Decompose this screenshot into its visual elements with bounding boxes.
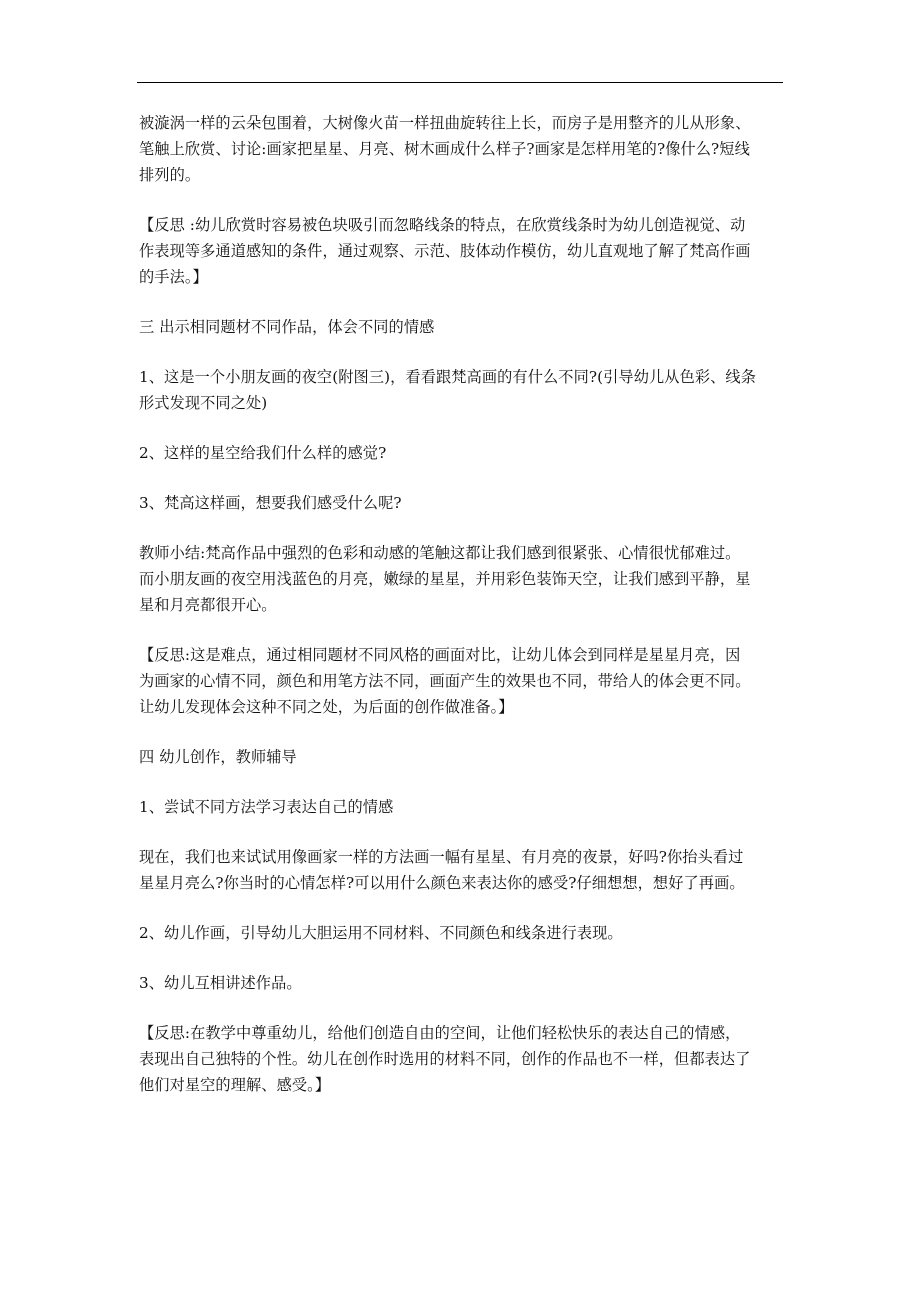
list-item-4-3 <box>139 970 791 996</box>
text-line: 【反思:在教学中尊重幼儿，给他们创造自由的空间，让他们轻松快乐的表达自己的情感， <box>139 1024 741 1042</box>
text-line: 的手法。】 <box>139 268 208 286</box>
text-line: 作表现等多通道感知的条件，通过观察、示范、肢体动作模仿，幼儿直观地了解了梵高作画 <box>139 242 751 260</box>
paragraph-reflection-2 <box>139 642 791 720</box>
text-line: 1、尝试不同方法学习表达自己的情感 <box>139 798 394 816</box>
text-line: 被漩涡一样的云朵包围着，大树像火苗一样扭曲旋转往上长，而房子是用整齐的儿从形象、 <box>139 114 751 132</box>
list-item-4-2 <box>139 920 791 946</box>
list-item-3-2 <box>139 440 791 466</box>
text-line: 3、幼儿互相讲述作品。 <box>139 974 302 992</box>
text-line: 让幼儿发现体会这种不同之处，为后面的创作做准备。】 <box>139 698 514 716</box>
text-line: 四 幼儿创作，教师辅导 <box>139 748 297 766</box>
text-line: 1、这是一个小朋友画的夜空(附图三)，看看跟梵高画的有什么不同?(引导幼儿从色彩、线条 <box>139 368 757 386</box>
text-line: 【反思:这是难点，通过相同题材不同风格的画面对比，让幼儿体会到同样是星星月亮，因 <box>139 646 741 664</box>
paragraph-reflection-3 <box>139 1020 791 1098</box>
header-rule <box>137 82 783 83</box>
text-line: 教师小结:梵高作品中强烈的色彩和动感的笔触这都让我们感到很紧张、心情很忧郁难过。 <box>139 544 741 562</box>
text-line: 表现出自己独特的个性。幼儿在创作时选用的材料不同，创作的作品也不一样，但都表达了 <box>139 1050 751 1068</box>
text-line: 星星月亮么?你当时的心情怎样?可以用什么颜色来表达你的感受?仔细想想，想好了再画。 <box>139 874 745 892</box>
paragraph-continued-appreciation <box>139 110 791 188</box>
list-item-4-1 <box>139 794 791 820</box>
text-line: 形式发现不同之处) <box>139 394 268 412</box>
document-body <box>139 110 791 1122</box>
section-heading-3 <box>139 314 791 340</box>
list-item-3-3 <box>139 490 791 516</box>
text-line: 【反思 :幼儿欣赏时容易被色块吸引而忽略线条的特点，在欣赏线条时为幼儿创造视觉、动 <box>139 216 746 234</box>
text-line: 2、这样的星空给我们什么样的感觉? <box>139 444 387 462</box>
paragraph-teacher-summary <box>139 540 791 618</box>
text-line: 他们对星空的理解、感受。】 <box>139 1076 331 1094</box>
text-line: 为画家的心情不同，颜色和用笔方法不同，画面产生的效果也不同，带给人的体会更不同。 <box>139 672 751 690</box>
text-line: 三 出示相同题材不同作品，体会不同的情感 <box>139 318 435 336</box>
section-heading-4 <box>139 744 791 770</box>
text-line: 星和月亮都很开心。 <box>139 596 277 614</box>
list-item-3-1 <box>139 364 791 416</box>
text-line: 3、梵高这样画，想要我们感受什么呢? <box>139 494 402 512</box>
text-line: 而小朋友画的夜空用浅蓝色的月亮，嫩绿的星星，并用彩色装饰天空，让我们感到平静，星 <box>139 570 751 588</box>
text-line: 排列的。 <box>139 166 201 184</box>
paragraph-reflection-1 <box>139 212 791 290</box>
text-line: 现在，我们也来试试用像画家一样的方法画一幅有星星、有月亮的夜景，好吗?你抬头看过 <box>139 848 744 866</box>
text-line: 笔触上欣赏、讨论:画家把星星、月亮、树木画成什么样子?画家是怎样用笔的?像什么?短线 <box>139 140 750 158</box>
text-line: 2、幼儿作画，引导幼儿大胆运用不同材料、不同颜色和线条进行表现。 <box>139 924 623 942</box>
paragraph-drawing-prompt <box>139 844 791 896</box>
